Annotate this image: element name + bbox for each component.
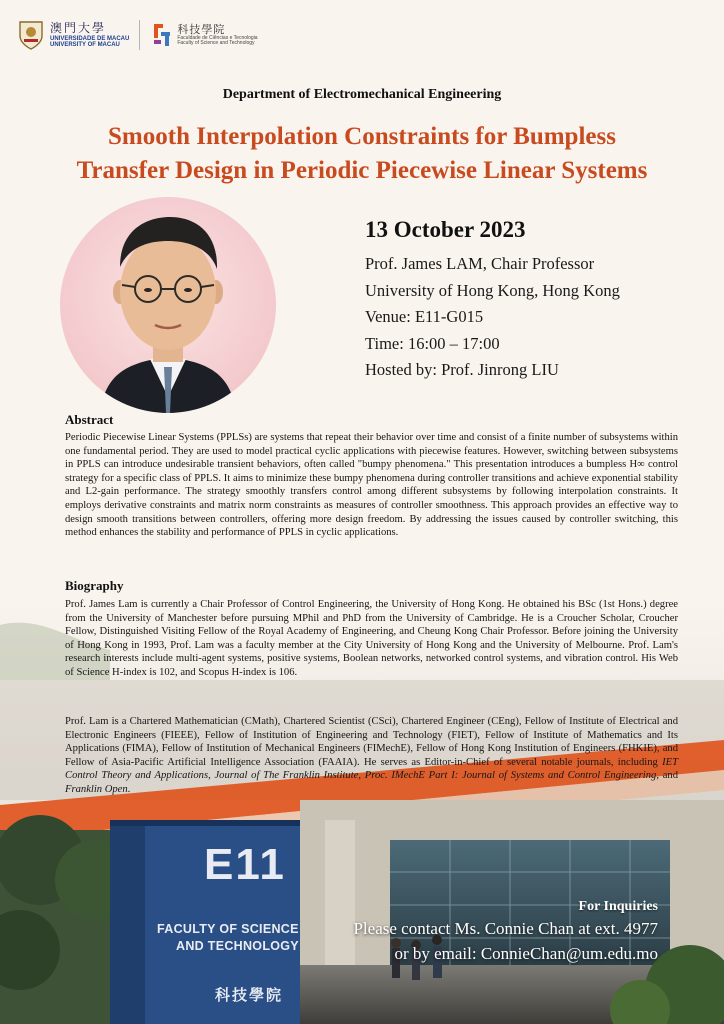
inquiries-contact: Please contact Ms. Connie Chan at ext. 4977 xyxy=(353,919,658,938)
biography-end: . xyxy=(127,783,131,795)
department-name: Department of Electromechanical Engineering xyxy=(222,87,502,102)
biography-heading: Biography xyxy=(65,578,124,593)
biography-paragraph-1: Prof. James Lam is currently a Chair Professor of Control Engineering, the University of Hong Kong. He obtained his BSc (1st Hons.) degree from the University of Manchester before pursuing MPhil and PhD from the University of Cambridge. He is a Croucher Scholar, Croucher Fellow, Distinguished Visiting Fellow of the Royal Academy of Engineering, and Cheung Kong Chair Professor. Before joining the University of Hong Kong in 1993, Prof. Lam was a faculty member at the City University of Hong Kong and the University of Melbourne. Prof. Lam's research interests include multi-agent systems, positive systems, Boolean networks, networked control systems, and vibration control. His Web of Science H-index is 102, and Scopus H-index is 106. xyxy=(65,599,678,678)
fst-name-portuguese: Faculdade de Ciências e Tecnologia xyxy=(177,34,258,41)
talk-title-line-2: Transfer Design in Periodic Piecewise Linear Systems xyxy=(76,157,648,184)
building-sign-line-2: AND TECHNOLOGY xyxy=(176,939,299,953)
fst-logo-icon xyxy=(152,22,172,48)
event-host: Hosted by: Prof. Jinrong LIU xyxy=(365,360,559,379)
logo-divider xyxy=(139,20,140,50)
speaker-photo-illustration xyxy=(60,197,276,413)
um-name-english: UNIVERSITY OF MACAU xyxy=(50,42,120,48)
biography-paragraph-2-text: Prof. Lam is a Chartered Mathematician (CMath), Chartered Scientist (CSci), Chartered Engineer (CEng), Fellow of Institute of Electrical and Electronic Engineers (FIEEE), Fellow of Institution of Engineering and Technology (FIET), Fellow of Institute of Mathematics and Its Applications (FIMA), Fellow of Institution of Mechanical Engineers (FIMechE), Fellow of Hong Kong Institution of Engineers (FHKIE), and Fellow of Asia-Pacific Artificial Intelligence Association (FAAIA). He serves as Editor-in-Chief of several notable journals, including xyxy=(65,716,678,768)
biography-paragraph-2 xyxy=(65,715,678,797)
speaker-name: Prof. James LAM, Chair Professor xyxy=(365,254,595,273)
event-time: Time: 16:00 – 17:00 xyxy=(365,333,500,353)
university-crest-icon xyxy=(18,20,44,50)
building-sign-line-1: FACULTY OF SCIENCE xyxy=(157,922,299,936)
inquiries-heading: For Inquiries xyxy=(578,899,658,914)
fst-name-chinese: 科技學院 xyxy=(177,22,226,36)
um-name-chinese: 澳門大學 xyxy=(50,21,107,35)
speaker-portrait xyxy=(60,197,276,413)
header-logos xyxy=(18,18,258,52)
speaker-affiliation: University of Hong Kong, Hong Kong xyxy=(365,280,620,300)
fst-name-english: Faculty of Science and Technology xyxy=(177,39,255,46)
journal-separator-2: , xyxy=(358,770,365,782)
event-date: 13 October 2023 xyxy=(365,217,526,242)
abstract-text: Periodic Piecewise Linear Systems (PPLSs) are systems that repeat their behavior over time and consist of a finite number of subsystems within one fundamental period. They are used to model practical cyclic applications with piecewise features. However, switching between subsystems in PPLS can introduce undesirable transient behaviors, often called "bumpy phenomena." This presentation introduces a bumpless H∞ control strategy for a specific class of PPLS. It aims to minimize these bumpy phenomena during controller transitions and achieve exponential stability and L2-gain performance. The strategy smoothly transfers control among different subsystems by following interpolation constraints. It employs derivative constraints and matrix norm constraints as measures of controller smoothness. This approach provides an effective way to design smooth transitions between controllers, offering more design freedom. By addressing the issues caused by controller switching, this method enhances the stability and performance of PPLS in cyclic applications. xyxy=(65,432,678,539)
abstract-heading: Abstract xyxy=(65,412,114,427)
event-venue: Venue: E11-G015 xyxy=(365,307,484,326)
journal-2: Journal of The Franklin Institute xyxy=(214,770,359,782)
journal-4: Franklin Open xyxy=(65,783,128,795)
event-info xyxy=(365,217,620,384)
journal-separator-3: , and xyxy=(656,770,679,782)
fst-logo-text xyxy=(177,24,257,46)
talk-title-line-1: Smooth Interpolation Constraints for Bumpless xyxy=(108,123,616,150)
journal-separator-1: , xyxy=(208,770,215,782)
university-of-macau-logo-text xyxy=(50,22,129,48)
um-name-portuguese: UNIVERSIDADE DE MACAU xyxy=(50,36,130,42)
journal-3: Proc. IMechE Part I: Journal of Systems and Control Engineering xyxy=(364,770,657,782)
building-number-sign: E11 xyxy=(204,840,286,889)
building-sign-chinese: 科技學院 xyxy=(215,986,284,1004)
talk-title xyxy=(20,120,704,188)
inquiries-email[interactable]: or by email: ConnieChan@um.edu.mo xyxy=(394,944,658,963)
journal-1: IET Control Theory and Applications xyxy=(65,756,678,782)
